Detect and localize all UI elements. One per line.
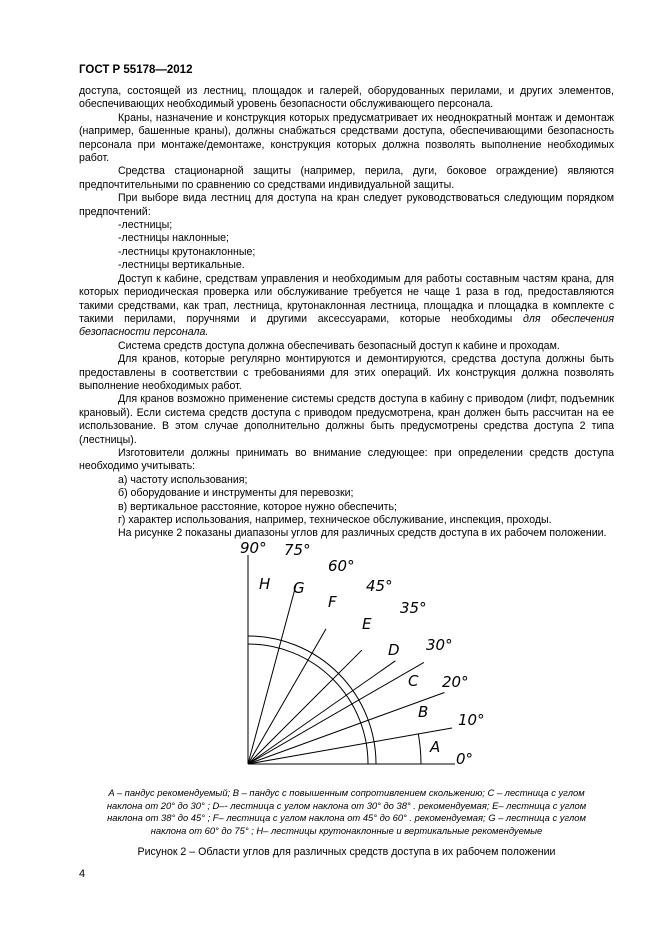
paragraph: Для кранов, которые регулярно монтируются и демонтируются, средства доступа должны быть предоставлены в соответствии с требованиями для этих операций. Их конструкция должна позволять выполнение необходимых работ. bbox=[79, 353, 614, 392]
paragraph: Средства стационарной защиты (например, перила, дуги, боковое ограждение) являются предпочтительными по сравнению со средствами индивидуальной защиты. bbox=[79, 165, 614, 191]
angle-label-45: 45° bbox=[366, 577, 393, 595]
zone-letter-f: F bbox=[328, 593, 337, 611]
angle-label-35: 35° bbox=[400, 599, 427, 617]
angle-diagram bbox=[200, 535, 500, 780]
ray-75 bbox=[248, 584, 296, 764]
paragraph: Изготовители должны принимать во внимание следующее: при определении средств доступа необходимо учитывать: bbox=[79, 446, 614, 473]
zone-letter-a: A bbox=[430, 738, 441, 756]
zone-letter-c: C bbox=[408, 672, 419, 690]
figure-caption: Рисунок 2 – Области углов для различных средств доступа в их рабочем положении bbox=[137, 846, 556, 858]
list-item: -лестницы вертикальные. bbox=[118, 259, 245, 272]
document-header: ГОСТ Р 55178—2012 bbox=[79, 64, 193, 76]
zone-letter-d: D bbox=[388, 641, 400, 659]
list-item: -лестницы крутонаклонные; bbox=[118, 245, 256, 258]
figure-legend bbox=[80, 787, 613, 837]
ramp-arc bbox=[418, 734, 421, 764]
paragraph: Краны, назначение и конструкция которых предусматривает их неоднократный монтаж и демонтаж (например, башенные краны), должны снабжаться средствами доступа, обеспечивающими безопасность персонала при монтаже/демонтаже, конструкция которых должна позволять выполнение необходимых работ. bbox=[79, 111, 614, 165]
zone-letter-b: B bbox=[418, 703, 429, 721]
angle-label-30: 30° bbox=[426, 636, 453, 654]
list-item: б) оборудование и инструменты для перевозки; bbox=[118, 487, 354, 500]
angle-label-0: 0° bbox=[456, 750, 474, 768]
angle-label-10: 10° bbox=[458, 711, 485, 729]
angle-label-60: 60° bbox=[328, 557, 355, 575]
paragraph: При выборе вида лестниц для доступа на кран следует руководствоваться следующим порядком предпочтений: bbox=[79, 192, 614, 218]
page-number: 4 bbox=[79, 868, 86, 880]
paragraph: Система средств доступа должна обеспечивать безопасный доступ к кабине и проходам. bbox=[118, 339, 560, 352]
angle-label-20: 20° bbox=[442, 673, 469, 691]
legend-line: наклона от 38° до 45° ; F– лестница с углом наклона от 45° до 60° . рекомендуемая; G – лестница с углом bbox=[107, 812, 586, 824]
list-item: а) частоту использования; bbox=[118, 473, 248, 486]
list-item: -лестницы наклонные; bbox=[118, 232, 229, 245]
angle-label-90: 90° bbox=[240, 539, 267, 557]
paragraph: На рисунке 2 показаны диапазоны углов для различных средств доступа в их рабочем положении. bbox=[118, 527, 607, 540]
paragraph: Для кранов возможно применение системы средств доступа в кабину с приводом (лифт, подъемник крановый). Если система средств доступа с приводом предусмотрена, кран должен быть рассчитан на ее использование. В этом случае дополнительно должны быть предусмотрены средства доступа 2 типа (лестницы). bbox=[79, 393, 614, 446]
paragraph bbox=[79, 273, 614, 340]
ray-60 bbox=[248, 629, 326, 764]
angle-label-75: 75° bbox=[284, 541, 311, 559]
ray-20 bbox=[248, 693, 444, 765]
list-item: в) вертикальное расстояние, которое нужно обеспечить; bbox=[118, 500, 398, 513]
paragraph: доступа, состоящей из лестниц, площадок и галерей, оборудованных перилами, и других элементов, обеспечивающих необходимый уровень безопасности обслуживающего персонала. bbox=[79, 85, 614, 111]
legend-line: наклона от 20° до 30° ; D–- лестница с углом наклона от 30° до 38° . рекомендуемая; E– лестница с углом bbox=[106, 799, 587, 811]
paragraph-text: Доступ к кабине, средствам управления и необходимым для работы составным частям крана, для которых периодическая проверка или обслуживание требуется не чаще 1 раза в год, предоставляются такими средствами, как трап, лестница, крутонаклонная лестница, площадка и площадка в комплекте с такими перилами, поручнями и другими аксессуарами, которые необходимы bbox=[79, 272, 614, 325]
zone-letter-h: H bbox=[259, 575, 271, 593]
list-item: -лестницы; bbox=[118, 219, 173, 232]
legend-line: A – пандус рекомендуемый; B – пандус с повышенным сопротивлением скольжению; C – лестница с углом bbox=[108, 787, 585, 798]
zone-letter-g: G bbox=[293, 579, 305, 597]
legend-line: наклона от 60° до 75° ; H– лестницы крутонаклонные и вертикальные рекомендуемые bbox=[150, 824, 543, 836]
zone-letter-e: E bbox=[362, 615, 372, 633]
ray-35 bbox=[248, 661, 395, 764]
paragraph-italic-text: для обеспечения безопасности персонала. bbox=[79, 312, 614, 339]
list-item: г) характер использования, например, техническое обслуживание, инспекция, проходы. bbox=[118, 514, 552, 526]
body-text bbox=[79, 85, 614, 541]
